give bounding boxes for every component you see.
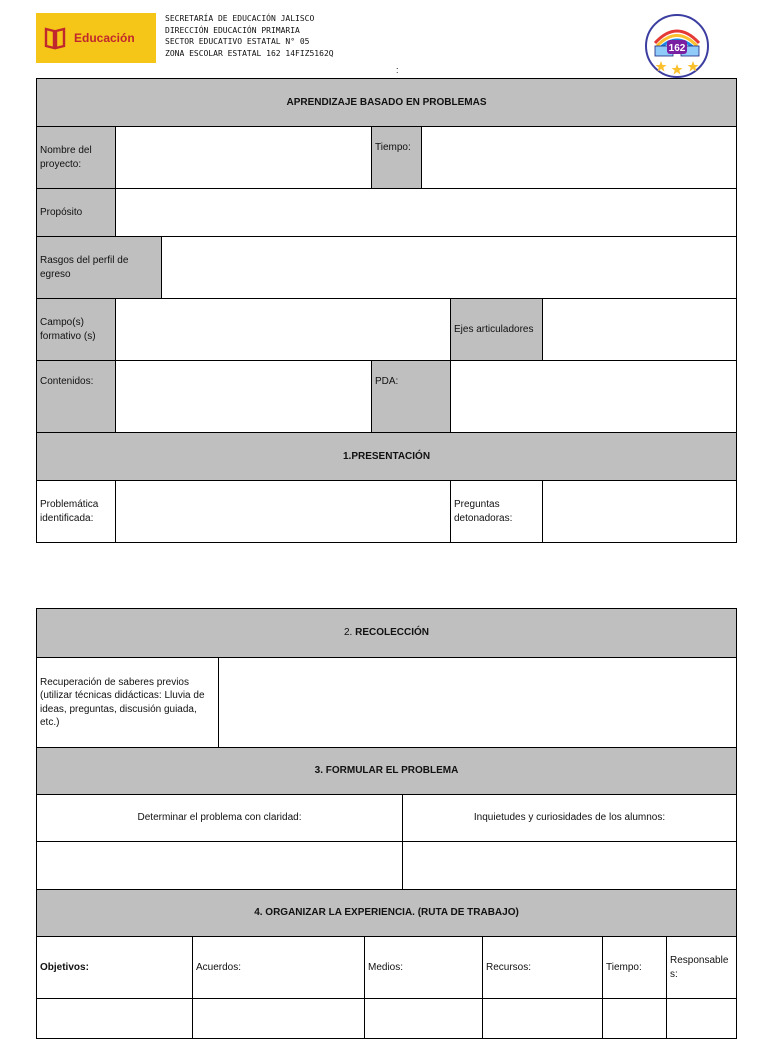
colon-mark: : [396, 65, 399, 75]
label-nombre-proyecto: Nombre del proyecto: [37, 127, 116, 189]
label-preguntas-detonadoras: Preguntas detonadoras: [451, 481, 543, 543]
column-header-acuerdos: Acuerdos: [193, 937, 365, 999]
logo-text: Educación [74, 31, 135, 45]
section-title-presentacion: 1.PRESENTACIÓN [37, 433, 737, 481]
column-header-medios: Medios: [365, 937, 483, 999]
field-proposito[interactable] [116, 189, 737, 237]
planning-table-2 [36, 608, 736, 1039]
field-inquietudes[interactable] [403, 842, 737, 890]
header-line: DIRECCIÓN EDUCACIÓN PRIMARIA [165, 25, 300, 35]
field-tiempo-ruta[interactable] [603, 999, 667, 1039]
field-objetivos[interactable] [37, 999, 193, 1039]
field-campos-formativos[interactable] [116, 299, 451, 361]
field-determinar-problema[interactable] [37, 842, 403, 890]
field-recuperacion-saberes[interactable] [219, 658, 737, 748]
section-title-organizar: 4. ORGANIZAR LA EXPERIENCIA. (RUTA DE TRABAJO) [37, 890, 737, 937]
label-campos-formativos: Campo(s) formativo (s) [37, 299, 116, 361]
section-title-formular: 3. FORMULAR EL PROBLEMA [37, 748, 737, 795]
book-icon [44, 26, 66, 50]
label-pda: PDA: [372, 361, 451, 433]
field-recursos[interactable] [483, 999, 603, 1039]
label-proposito: Propósito [37, 189, 116, 237]
field-contenidos[interactable] [116, 361, 372, 433]
field-ejes-articuladores[interactable] [543, 299, 737, 361]
field-pda[interactable] [451, 361, 737, 433]
label-problematica: Problemática identificada: [37, 481, 116, 543]
field-medios[interactable] [365, 999, 483, 1039]
header-line: SECRETARÍA DE EDUCACIÓN JALISCO [165, 14, 315, 23]
planning-table-1 [36, 78, 736, 543]
label-recuperacion-saberes: Recuperación de saberes previos (utilizar técnicas didácticas: Lluvia de ideas, preguntas, discusión guiada, etc.) [37, 658, 219, 748]
label-ejes-articuladores: Ejes articuladores [451, 299, 543, 361]
column-header-objetivos: Objetivos: [37, 937, 193, 999]
label-contenidos: Contenidos: [37, 361, 116, 433]
section-title-recoleccion [37, 609, 737, 658]
field-nombre-proyecto[interactable] [116, 127, 372, 189]
section-name: RECOLECCIÓN [355, 627, 430, 639]
field-rasgos-perfil[interactable] [162, 237, 737, 299]
column-header-responsables: Responsable s: [667, 937, 737, 999]
field-responsables[interactable] [667, 999, 737, 1039]
field-problematica[interactable] [116, 481, 451, 543]
field-tiempo[interactable] [422, 127, 737, 189]
label-inquietudes: Inquietudes y curiosidades de los alumnos: [403, 795, 737, 842]
institution-header [165, 13, 334, 59]
label-tiempo: Tiempo: [372, 127, 422, 189]
school-zone-badge-icon [641, 13, 713, 79]
section-number: 2. [344, 627, 356, 639]
field-preguntas-detonadoras[interactable] [543, 481, 737, 543]
header-line: SECTOR EDUCATIVO ESTATAL N° 05 [165, 37, 310, 46]
badge-number: 162 [668, 43, 686, 54]
educacion-logo [36, 13, 156, 63]
column-header-tiempo: Tiempo: [603, 937, 667, 999]
label-rasgos-perfil: Rasgos del perfil de egreso [37, 237, 162, 299]
section-title: APRENDIZAJE BASADO EN PROBLEMAS [37, 79, 737, 127]
column-header-recursos: Recursos: [483, 937, 603, 999]
header-line: ZONA ESCOLAR ESTATAL 162 14FIZ5162Q [165, 48, 334, 58]
label-determinar-problema: Determinar el problema con claridad: [37, 795, 403, 842]
field-acuerdos[interactable] [193, 999, 365, 1039]
